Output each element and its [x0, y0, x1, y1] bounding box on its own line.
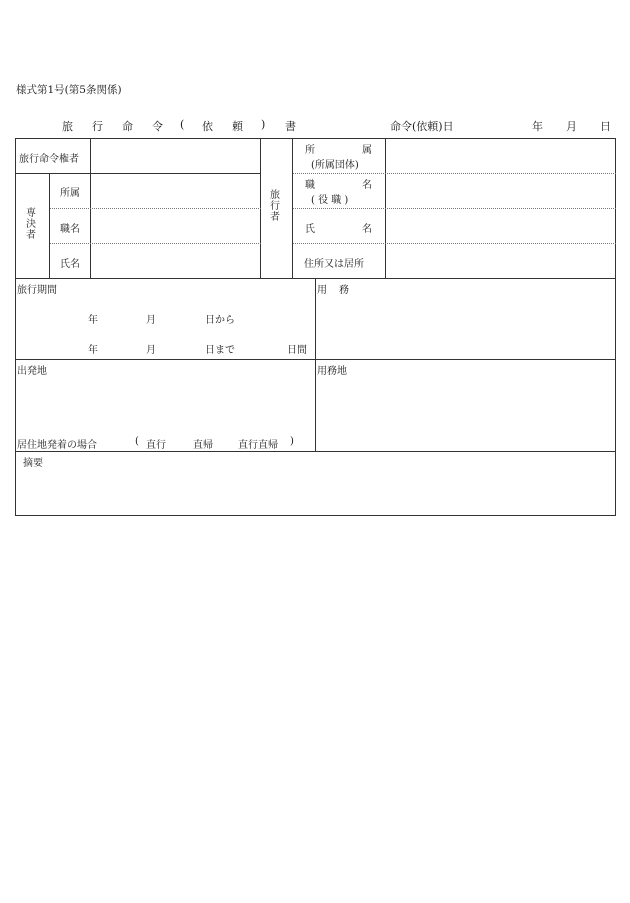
departure-field[interactable] — [16, 376, 314, 430]
traveler-address-label: 住所又は居所 — [304, 259, 364, 270]
business-field[interactable] — [316, 294, 615, 358]
direct-return-option[interactable]: 直帰 — [193, 440, 213, 451]
traveler-post-field[interactable] — [386, 174, 615, 207]
traveler-affiliation-field[interactable] — [386, 139, 615, 173]
period-to-month: 月 — [146, 345, 156, 356]
direct-departure-option[interactable]: 直行 — [146, 440, 166, 451]
period-from-day: 日から — [205, 315, 235, 326]
traveler-label: 旅 行 者 — [270, 190, 280, 223]
form-title-char: 依 — [202, 120, 213, 133]
form-title-char: ) — [261, 118, 266, 131]
departure-label: 出発地 — [17, 366, 47, 377]
decider-post-label: 職名 — [60, 224, 80, 235]
traveler-affiliation-sub: (所属団体) — [311, 160, 359, 171]
period-from-year: 年 — [88, 315, 98, 326]
order-date-month: 月 — [566, 120, 577, 133]
form-title-char: 書 — [285, 120, 296, 133]
order-date-year: 年 — [532, 120, 543, 133]
form-title-char: ( — [180, 118, 185, 131]
decider-name-field[interactable] — [91, 244, 260, 277]
form-number: 様式第1号(第5条関係) — [16, 84, 122, 96]
form-title-char: 頼 — [232, 120, 243, 133]
period-days: 日間 — [287, 345, 307, 356]
traveler-name-label: 氏 名 — [305, 224, 372, 235]
decider-label: 専 決 者 — [26, 208, 36, 241]
form-title-char: 命 — [122, 120, 133, 133]
order-date-label: 命令(依頼)日 — [390, 120, 454, 133]
form-title-char: 旅 — [62, 120, 73, 133]
residence-paren-close: ) — [290, 436, 294, 447]
traveler-post-sub: ( 役 職 ) — [311, 195, 349, 206]
decider-affiliation-field[interactable] — [91, 174, 260, 207]
travel-period-label: 旅行期間 — [17, 285, 57, 296]
traveler-name-field[interactable] — [386, 209, 615, 242]
residence-paren-open: ( — [135, 436, 139, 447]
decider-affiliation-label: 所属 — [60, 188, 80, 199]
period-from-month: 月 — [146, 315, 156, 326]
destination-label: 用務地 — [317, 366, 347, 377]
business-label: 用 務 — [317, 285, 349, 296]
residence-label: 居住地発着の場合 — [17, 440, 97, 451]
traveler-affiliation-label: 所 属 — [305, 145, 372, 156]
destination-field[interactable] — [316, 376, 615, 450]
order-date-day: 日 — [600, 120, 611, 133]
form-title-char: 令 — [152, 120, 163, 133]
period-to-year: 年 — [88, 345, 98, 356]
decider-name-label: 氏名 — [60, 259, 80, 270]
order-authority-field[interactable] — [91, 139, 260, 173]
traveler-post-label: 職 名 — [305, 180, 372, 191]
period-to-day: 日まで — [205, 345, 235, 356]
decider-post-field[interactable] — [91, 209, 260, 242]
remarks-label: 摘要 — [23, 458, 43, 469]
remarks-field[interactable] — [16, 468, 615, 514]
direct-both-option[interactable]: 直行直帰 — [238, 440, 278, 451]
traveler-address-field[interactable] — [386, 244, 615, 277]
authority-label: 旅行命令権者 — [19, 154, 79, 165]
form-title-char: 行 — [92, 120, 103, 133]
